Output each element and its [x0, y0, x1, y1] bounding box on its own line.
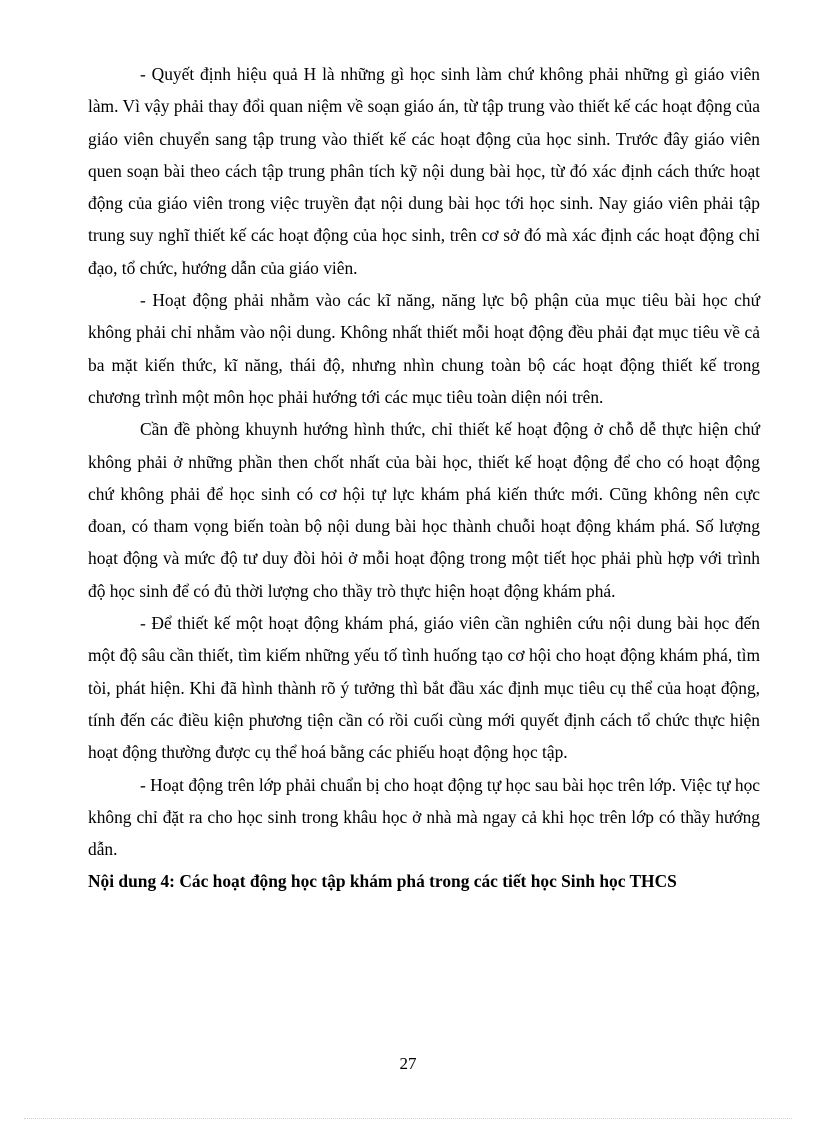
paragraph-design-discovery-activity: - Để thiết kế một hoạt động khám phá, giáo viên cần nghiên cứu nội dung bài học đến một độ sâu cần thiết, tìm kiếm những yếu tố tình huống tạo cơ hội cho hoạt động khám phá, tìm tòi, phát hiện. Khi đã hình thành rõ ý tưởng thì bắt đầu xác định mục tiêu cụ thể của hoạt động, tính đến các điều kiện phương tiện cần có rồi cuối cùng mới quyết định cách tổ chức thực hiện hoạt động thường được cụ thể hoá bằng các phiếu hoạt động học tập.: [88, 613, 760, 763]
paragraph-self-study: - Hoạt động trên lớp phải chuẩn bị cho hoạt động tự học sau bài học trên lớp. Việc tự học không chỉ đặt ra cho học sinh trong khâu học ở nhà mà ngay cả khi học trên lớp có thầy hướng dẫn.: [88, 774, 760, 860]
paragraph-activity-skills: - Hoạt động phải nhằm vào các kĩ năng, năng lực bộ phận của mục tiêu bài học chứ không phải chỉ nhằm vào nội dung. Không nhất thiết mỗi hoạt động đều phải đạt mục tiêu về cả ba mặt kiến thức, kĩ năng, thái độ, nhưng nhìn chung toàn bộ các hoạt động thiết kế trong chương trình một môn học phải hướng tới các mục tiêu toàn diện nói trên.: [88, 290, 760, 407]
page-number: 27: [399, 1054, 417, 1073]
paragraph-avoid-formalism: Cần đề phòng khuynh hướng hình thức, chỉ thiết kế hoạt động ở chỗ dễ thực hiện chứ không phải ở những phần then chốt nhất của bài học, thiết kế hoạt động để cho có hoạt động chứ không phải để học sinh có cơ hội tự lực khám phá kiến thức mới. Cũng không nên cực đoan, có tham vọng biến toàn bộ nội dung bài học thành chuỗi hoạt động khám phá. Số lượng hoạt động và mức độ tư duy đòi hỏi ở mỗi hoạt động trong một tiết học phải phù hợp với trình độ học sinh để có đủ thời lượng cho thầy trò thực hiện hoạt động khám phá.: [88, 419, 760, 601]
document-page: [88, 58, 760, 898]
paragraph-lesson-plan-effectiveness: - Quyết định hiệu quả H là những gì học sinh làm chứ không phải những gì giáo viên làm. Vì vậy phải thay đổi quan niệm về soạn giáo án, từ tập trung vào thiết kế các hoạt động của giáo viên chuyển sang tập trung vào thiết kế các hoạt động của học sinh. Trước đây giáo viên quen soạn bài theo cách tập trung phân tích kỹ nội dung bài học, từ đó xác định cách thức hoạt động của giáo viên trong việc truyền đạt nội dung bài học tới học sinh. Nay giáo viên phải tập trung suy nghĩ thiết kế các hoạt động của học sinh, trên cơ sở đó mà xác định các hoạt động chỉ đạo, tổ chức, hướng dẫn của giáo viên.: [88, 64, 760, 278]
section-heading: Nội dung 4: Các hoạt động học tập khám phá trong các tiết học Sinh học THCS: [88, 871, 677, 892]
page-bottom-divider: [24, 1118, 792, 1119]
